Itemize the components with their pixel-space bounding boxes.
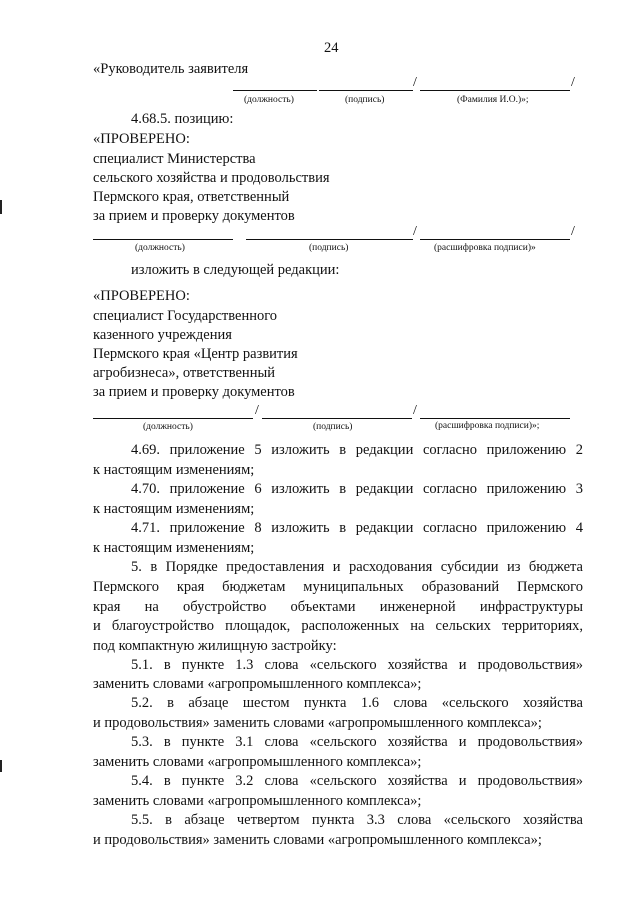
paragraph-first-line: 4.69. приложение 5 изложить в редакции согласно приложению 2: [131, 442, 583, 458]
position-line: [233, 90, 317, 91]
item-4-68-5: 4.68.5. позицию:: [131, 111, 234, 127]
caption-position: (должность): [135, 243, 185, 253]
paragraph-line: и благоустройство площадок, расположенных на сельских территориях,: [93, 618, 583, 634]
block3-line: агробизнеса», ответственный: [93, 365, 275, 381]
caption-signature: (подпись): [345, 95, 385, 105]
separator-slash: /: [413, 224, 417, 239]
block3-line: специалист Государственного: [93, 308, 278, 324]
paragraph-line: и продовольствия» заменить словами «агропромышленного комплекса»;: [93, 715, 542, 731]
separator-slash: /: [413, 403, 417, 418]
signature-line: [246, 239, 413, 240]
block2-line: специалист Министерства: [93, 151, 256, 167]
block2-line: сельского хозяйства и продовольствия: [93, 170, 330, 186]
paragraph-line: к настоящим изменениям;: [93, 462, 255, 478]
position-line: [93, 418, 253, 419]
redaction-intro: изложить в следующей редакции:: [131, 262, 340, 278]
decode-line: [420, 418, 570, 419]
paragraph-line: к настоящим изменениям;: [93, 540, 255, 556]
paragraph-first-line: 4.70. приложение 6 изложить в редакции согласно приложению 3: [131, 481, 583, 497]
paragraph-first-line: 5.2. в абзаце шестом пункта 1.6 слова «сельского хозяйства: [131, 695, 583, 711]
paragraph-line: заменить словами «агропромышленного комплекса»;: [93, 676, 422, 692]
signature-line: [319, 90, 413, 91]
paragraph-first-line: 5.4. в пункте 3.2 слова «сельского хозяйства и продовольствия»: [131, 773, 583, 789]
paragraph-line: края на обустройство объектами инженерной инфраструктуры: [93, 599, 583, 615]
block3-line: за прием и проверку документов: [93, 384, 295, 400]
paragraph-first-line: 5.3. в пункте 3.1 слова «сельского хозяйства и продовольствия»: [131, 734, 583, 750]
separator-slash: /: [571, 224, 575, 239]
paragraph-line: Пермского края бюджетам муниципальных образований Пермского: [93, 579, 583, 595]
caption-decode: (расшифровка подписи)»;: [435, 421, 540, 431]
paragraph-first-line: 5.5. в абзаце четвертом пункта 3.3 слова «сельского хозяйства: [131, 812, 583, 828]
caption-decode: (расшифровка подписи)»: [434, 243, 536, 253]
signature-block-heading: «Руководитель заявителя: [93, 61, 249, 77]
block2-line: Пермского края, ответственный: [93, 189, 290, 205]
caption-position: (должность): [143, 422, 193, 432]
block2-line: «ПРОВЕРЕНО:: [93, 131, 190, 147]
block3-line: «ПРОВЕРЕНО:: [93, 288, 190, 304]
scan-edge-mark: [0, 200, 2, 214]
paragraph-line: под компактную жилищную застройку:: [93, 638, 337, 654]
paragraph-line: к настоящим изменениям;: [93, 501, 255, 517]
block3-line: казенного учреждения: [93, 327, 232, 343]
caption-position: (должность): [244, 95, 294, 105]
position-line: [93, 239, 233, 240]
paragraph-line: и продовольствия» заменить словами «агропромышленного комплекса»;: [93, 832, 542, 848]
caption-signature: (подпись): [309, 243, 349, 253]
caption-name: (Фамилия И.О.)»;: [457, 95, 529, 105]
paragraph-first-line: 5. в Порядке предоставления и расходования субсидии из бюджета: [131, 559, 583, 575]
paragraph-line: заменить словами «агропромышленного комплекса»;: [93, 793, 422, 809]
separator-slash: /: [255, 403, 259, 418]
separator-slash: /: [571, 75, 575, 90]
caption-signature: (подпись): [313, 422, 353, 432]
name-line: [420, 90, 570, 91]
block2-line: за прием и проверку документов: [93, 208, 295, 224]
page-number: 24: [324, 40, 339, 56]
block3-line: Пермского края «Центр развития: [93, 346, 298, 362]
paragraph-line: заменить словами «агропромышленного комплекса»;: [93, 754, 422, 770]
decode-line: [420, 239, 570, 240]
paragraph-first-line: 4.71. приложение 8 изложить в редакции согласно приложению 4: [131, 520, 583, 536]
scan-edge-mark: [0, 760, 2, 772]
separator-slash: /: [413, 75, 417, 90]
signature-line: [262, 418, 412, 419]
paragraph-first-line: 5.1. в пункте 1.3 слова «сельского хозяйства и продовольствия»: [131, 657, 583, 673]
